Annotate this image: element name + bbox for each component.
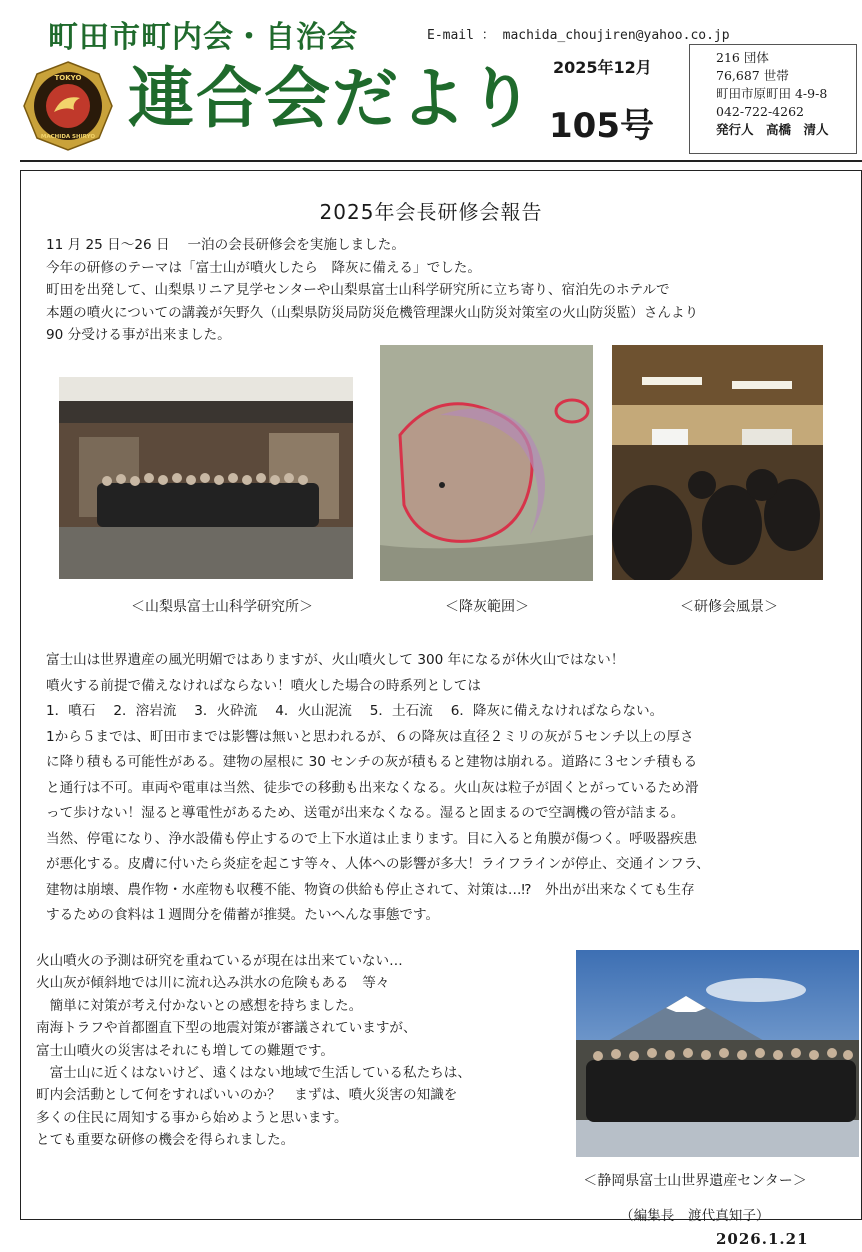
caption-world-heritage-center: ＜静岡県富士山世界遺産センター＞ xyxy=(583,1173,807,1189)
info-box xyxy=(689,44,857,154)
info-groups: 216 団体 xyxy=(716,50,769,65)
closing-line: 富士山噴火の災害はそれにも増しての難題です。 xyxy=(36,1042,334,1059)
intro-line: 町田を出発して、山梨県リニア見学センターや山梨県富士山科学研究所に立ち寄り、宿泊先のホテルで xyxy=(46,282,670,299)
emblem-bottom-text: MACHIDA SHIRYO xyxy=(40,134,96,140)
newsletter-title: 連合会だより xyxy=(128,60,536,137)
intro-line: 11 月 25 日〜26 日 一泊の会長研修会を実施しました。 xyxy=(46,237,405,253)
caption-research-institute: ＜山梨県富士山科学研究所＞ xyxy=(131,599,313,615)
body-line: 建物は崩壊、農作物・水産物も収穫不能、物資の供給も停止されて、対策は…⁉ 外出が出来なくても生存 xyxy=(46,881,695,898)
body-line: 1．噴石 2．溶岩流 3．火砕流 4．火山泥流 5．土石流 6．降灰に備えなければならない。 xyxy=(46,703,664,719)
closing-line: 火山灰が傾斜地では川に流れ込み洪水の危険もある 等々 xyxy=(36,975,390,992)
body-line: 噴火する前提で備えなければならない！噴火した場合の時系列としては xyxy=(46,677,481,694)
body-line: が悪化する。皮膚に付いたら炎症を起こす等々、人体への影響が多大！ライフラインが停止、交通インフラ、 xyxy=(46,856,710,872)
body-line: 富士山は世界遺産の風光明媚ではありますが、火山噴火して 300 年になるが休火山ではない！ xyxy=(46,652,625,668)
info-phone: 042-722-4262 xyxy=(716,104,804,119)
body-line: と通行は不可。車両や電車は当然、徒歩での移動も出来なくなる。火山灰は粒子が固くとがっているため滑 xyxy=(46,779,699,796)
body-line: 1から５までは、町田市までは影響は無いと思われるが、６の降灰は直径２ミリの灰が５センチ以上の厚さ xyxy=(46,728,694,745)
info-publisher: 発行人 高橋 清人 xyxy=(716,122,829,137)
body-line: するための食料は１週間分を備蓄が推奨。たいへんな事態です。 xyxy=(46,907,440,923)
closing-line: 多くの住民に周知する事から始めようと思います。 xyxy=(36,1109,348,1126)
body-line: って歩けない！湿ると導電性があるため、送電が出来なくなる。湿ると固まるので空調機の管が詰まる。 xyxy=(46,805,685,821)
issue-date: 2025年12月 xyxy=(553,58,652,77)
photo-seminar-scene xyxy=(612,345,823,580)
body-paragraph xyxy=(46,648,710,929)
intro-line: 今年の研修のテーマは「富士山が噴火したら 降灰に備える」でした。 xyxy=(46,259,481,276)
closing-line: とても重要な研修の機会を得られました。 xyxy=(36,1132,295,1149)
closing-paragraph xyxy=(36,950,471,1152)
emblem-logo xyxy=(22,60,114,152)
photo-research-institute xyxy=(59,377,353,579)
editor-credit: （編集長 渡代真知子） xyxy=(620,1208,770,1224)
intro-line: 90 分受ける事が出来ました。 xyxy=(46,327,231,344)
closing-line: 富士山に近くはないけど、遠くはない地域で生活している私たちは、 xyxy=(36,1065,471,1082)
intro-paragraph xyxy=(46,234,698,347)
body-line: に降り積もる可能性がある。建物の屋根に 30 センチの灰が積もると建物は崩れる。道路に３センチ積もる xyxy=(46,754,698,770)
header-rule xyxy=(20,160,862,162)
closing-line: 南海トラフや首都圏直下型の地震対策が審議されていますが、 xyxy=(36,1020,417,1037)
photo-ashfall-map xyxy=(380,345,593,581)
emblem-top-text: TOKYO xyxy=(54,74,82,82)
intro-line: 本題の噴火についての講義が矢野久（山梨県防災局防災危機管理課火山防災対策室の火山防災監）さんより xyxy=(46,304,699,321)
email-address: E-mail ： machida_choujiren@yahoo.co.jp xyxy=(427,28,730,43)
info-address: 町田市原町田 4-9-8 xyxy=(716,86,828,101)
article-title: 2025年会長研修会報告 xyxy=(319,200,543,224)
closing-line: 町内会活動として何をすればいいのか？ まずは、噴火災害の知識を xyxy=(36,1087,458,1104)
body-line: 当然、停電になり、浄水設備も停止するので上下水道は止まります。目に入ると角膜が傷つく。呼吸器疾患 xyxy=(46,830,698,847)
caption-seminar-scene: ＜研修会風景＞ xyxy=(680,599,778,615)
photo-world-heritage-center xyxy=(576,950,859,1157)
closing-line: 火山噴火の予測は研究を重ねているが現在は出来ていない… xyxy=(36,953,403,969)
received-stamp-date: 2026.1.21 xyxy=(716,1230,809,1248)
org-name: 町田市町内会・自治会 xyxy=(48,20,358,55)
issue-number: 105号 xyxy=(549,106,654,146)
closing-line: 簡単に対策が考え付かないとの感想を持ちました。 xyxy=(36,997,363,1014)
caption-ashfall-range: ＜降灰範囲＞ xyxy=(445,599,529,615)
info-households: 76,687 世帯 xyxy=(716,68,789,83)
